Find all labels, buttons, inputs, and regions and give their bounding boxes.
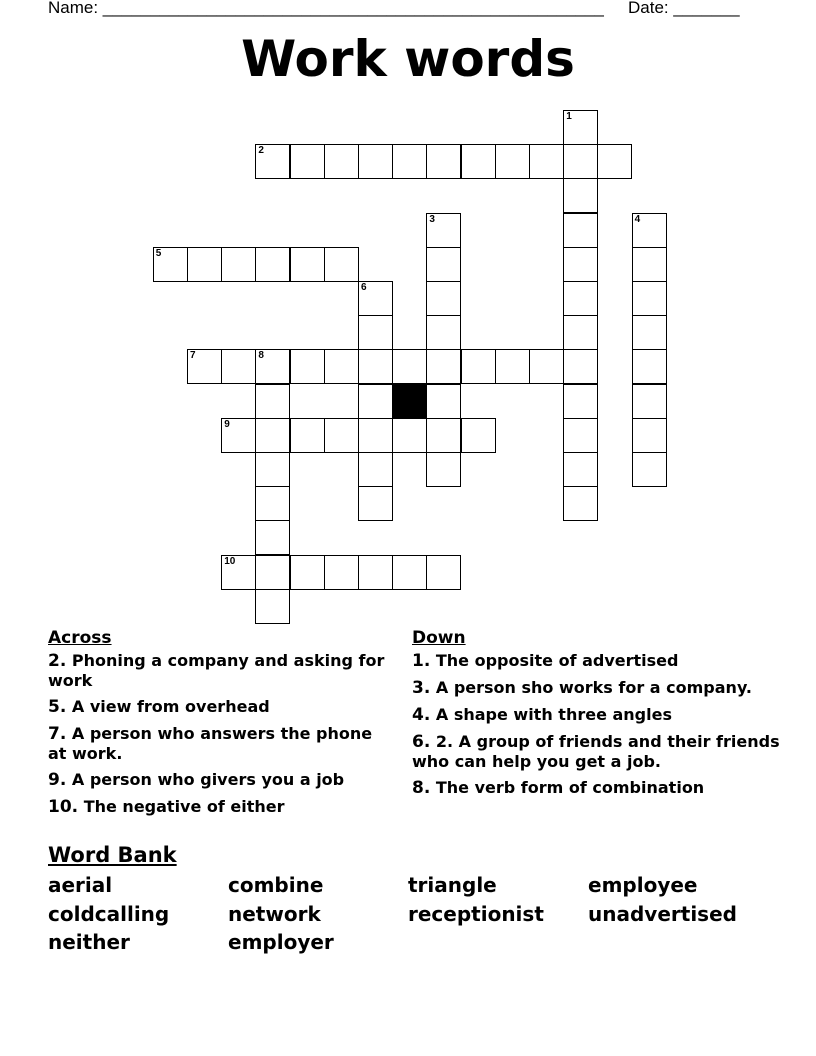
clue-number: 1 [566, 111, 572, 122]
grid-cell[interactable] [187, 349, 222, 384]
grid-cell[interactable] [563, 315, 598, 350]
grid-cell[interactable] [290, 144, 325, 179]
grid-cell[interactable] [358, 281, 393, 316]
grid-cell[interactable] [290, 555, 325, 590]
clue-number: 5 [155, 247, 162, 259]
clue-number: 3 [429, 213, 435, 225]
clue-number: 8 [258, 350, 264, 362]
word-bank-heading: Word Bank [48, 843, 177, 867]
down-clue: 6. 2. A group of friends and their friends who can help you get a job. [412, 732, 780, 771]
grid-cell[interactable] [255, 555, 290, 590]
grid-cell[interactable] [426, 281, 461, 316]
grid-cell[interactable] [426, 555, 461, 590]
grid-cell[interactable] [392, 555, 427, 590]
grid-cell[interactable] [358, 144, 393, 179]
word-bank-word: employer [228, 930, 334, 954]
grid-cell[interactable] [461, 418, 496, 453]
word-bank-word: unadvertised [588, 902, 737, 926]
grid-cell[interactable] [632, 418, 667, 453]
grid-cell[interactable] [221, 349, 256, 384]
clue-number: 2 [258, 145, 264, 157]
grid-cell[interactable] [632, 315, 667, 350]
grid-cell[interactable] [255, 247, 290, 282]
grid-cell[interactable] [563, 349, 598, 384]
grid-cell[interactable] [632, 213, 667, 248]
name-field: Name: _____________________________________________________ [48, 0, 604, 17]
grid-cell[interactable] [255, 418, 290, 453]
word-bank-word: combine [228, 873, 324, 897]
word-bank-word: network [228, 902, 321, 926]
down-clue: 3. A person sho works for a company. [412, 678, 752, 698]
grid-cell[interactable] [358, 349, 393, 384]
grid-cell[interactable] [324, 555, 359, 590]
down-heading: Down [412, 628, 466, 648]
clue-number: 4 [634, 213, 641, 225]
grid-cell[interactable] [426, 349, 461, 384]
grid-cell[interactable] [529, 349, 564, 384]
grid-cell[interactable] [632, 281, 667, 316]
page-title: Work words [241, 30, 575, 88]
grid-cell[interactable] [255, 452, 290, 487]
grid-cell[interactable] [187, 247, 222, 282]
grid-cell[interactable] [358, 418, 393, 453]
grid-cell[interactable] [632, 452, 667, 487]
grid-cell[interactable] [495, 144, 530, 179]
grid-cell[interactable] [632, 349, 667, 384]
word-bank-word: employee [588, 873, 698, 897]
across-clues [48, 628, 393, 824]
grid-cell[interactable] [255, 144, 290, 179]
grid-cell[interactable] [632, 384, 667, 419]
grid-cell[interactable] [255, 520, 290, 555]
grid-cell[interactable] [563, 178, 598, 213]
grid-cell[interactable] [563, 213, 598, 248]
word-bank-word: aerial [48, 873, 113, 897]
grid-cell[interactable] [392, 349, 427, 384]
across-clue: 7. A person who answers the phone at work. [48, 724, 373, 763]
clue-number: 10 [224, 555, 236, 567]
grid-cell[interactable] [563, 144, 598, 179]
grid-cell[interactable] [221, 418, 256, 453]
grid-cell[interactable] [358, 384, 393, 419]
grid-cell[interactable] [563, 486, 598, 521]
grid-cell[interactable] [426, 213, 461, 248]
grid-cell[interactable] [563, 384, 598, 419]
word-bank-word: neither [48, 930, 130, 954]
grid-cell[interactable] [290, 349, 325, 384]
down-clues [412, 628, 782, 805]
grid-cell[interactable] [255, 486, 290, 521]
grid-cell[interactable] [461, 349, 496, 384]
date-field: Date: _______ [628, 0, 740, 17]
grid-cell[interactable] [358, 315, 393, 350]
grid-cell[interactable] [290, 418, 325, 453]
grid-cell[interactable] [358, 486, 393, 521]
grid-cell[interactable] [563, 418, 598, 453]
grid-cell[interactable] [426, 418, 461, 453]
word-bank-word: triangle [408, 873, 497, 897]
grid-cell[interactable] [392, 418, 427, 453]
grid-cell[interactable] [290, 247, 325, 282]
across-clue: 2. Phoning a company and asking for work [48, 651, 385, 690]
grid-cell[interactable] [563, 452, 598, 487]
word-bank-word: coldcalling [48, 902, 170, 926]
grid-cell[interactable] [324, 349, 359, 384]
grid-cell[interactable] [221, 247, 256, 282]
grid-cell[interactable] [324, 144, 359, 179]
grid-cell[interactable] [426, 247, 461, 282]
grid-cell[interactable] [324, 418, 359, 453]
down-clue: 8. The verb form of combination [412, 778, 705, 798]
grid-cell[interactable] [255, 589, 290, 624]
down-clue: 4. A shape with three angles [412, 705, 672, 725]
clue-number: 6 [361, 282, 367, 293]
word-bank-word: receptionist [408, 902, 544, 926]
grid-cell[interactable] [461, 144, 496, 179]
grid-cell[interactable] [324, 247, 359, 282]
grid-cell[interactable] [563, 281, 598, 316]
down-clue: 1. The opposite of advertised [412, 651, 679, 671]
grid-cell[interactable] [426, 144, 461, 179]
grid-cell[interactable] [426, 452, 461, 487]
grid-cell[interactable] [495, 349, 530, 384]
grid-cell[interactable] [597, 144, 632, 179]
grid-cell[interactable] [563, 247, 598, 282]
grid-cell[interactable] [426, 315, 461, 350]
across-heading: Across [48, 628, 112, 648]
clue-number: 7 [190, 350, 196, 362]
grid-cell[interactable] [529, 144, 564, 179]
grid-cell[interactable] [358, 452, 393, 487]
grid-cell[interactable] [563, 110, 598, 145]
grid-cell[interactable] [392, 144, 427, 179]
grid-cell[interactable] [255, 349, 290, 384]
grid-cell[interactable] [358, 555, 393, 590]
across-clue: 9. A person who givers you a job [48, 770, 345, 790]
grid-cell[interactable] [255, 384, 290, 419]
across-clue: 10. The negative of either [48, 797, 285, 817]
grid-cell[interactable] [632, 247, 667, 282]
across-clue: 5. A view from overhead [48, 697, 270, 717]
grid-cell[interactable] [426, 384, 461, 419]
grid-cell[interactable] [153, 247, 188, 282]
clue-number: 9 [224, 418, 230, 430]
grid-cell[interactable] [221, 555, 256, 590]
black-square [392, 384, 427, 419]
